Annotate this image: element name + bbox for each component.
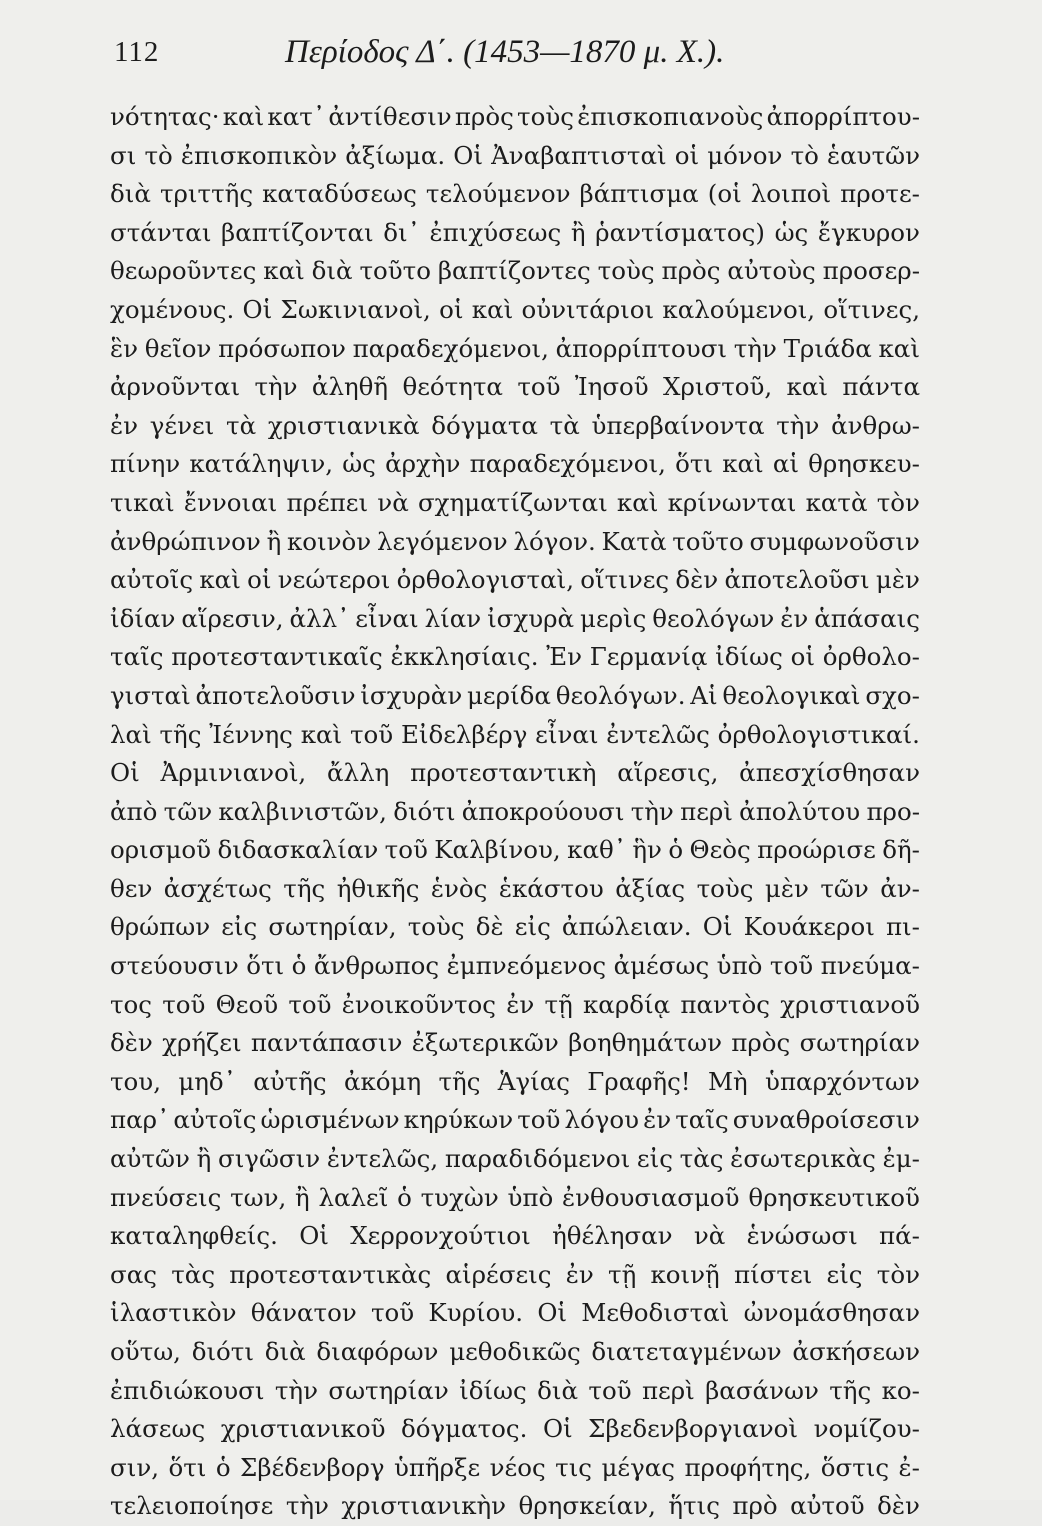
text-line: θεωροῦντες καὶ διὰ τοῦτο βαπτίζοντες τοὺς πρὸς αὐτοὺς προσερ- <box>110 256 920 286</box>
text-line: οὕτω, διότι διὰ διαφόρων μεθοδικῶς διατεταγμένων ἀσκήσεων <box>110 1337 920 1366</box>
text-line: στάνται βαπτίζονται δι᾽ ἐπιχύσεως ἢ ῥαντίσματος) ὡς ἔγκυρον <box>110 217 920 247</box>
text-line: Οἱ Ἀρμινιανοὶ, ἄλλη προτεσταντικὴ αἵρεσις, ἀπεσχίσθησαν <box>110 758 920 788</box>
text-line: ἓν θεῖον πρόσωπον παραδεχόμενοι, ἀπορρίπτουσι τὴν Τριάδα καὶ <box>110 333 920 363</box>
text-line: σιν, ὅτι ὁ Σβέδενβοργ ὑπῆρξε νέος τις μέγας προφήτης, ὅστις ἐ- <box>110 1452 920 1482</box>
text-line: θεν ἀσχέτως τῆς ἠθικῆς ἑνὸς ἑκάστου ἀξίας τοὺς μὲν τῶν ἀν- <box>110 873 920 903</box>
text-line: παρ᾽ αὐτοῖς ὡρισμένων κηρύκων τοῦ λόγου ἐν ταῖς συναθροίσεσιν <box>110 1105 920 1135</box>
page-number: 112 <box>114 36 160 68</box>
text-line: τος τοῦ Θεοῦ τοῦ ἐνοικοῦντος ἐν τῇ καρδίᾳ παντὸς χριστιανοῦ <box>110 989 920 1019</box>
body-text <box>110 98 920 1526</box>
text-line: θρώπων εἰς σωτηρίαν, τοὺς δὲ εἰς ἀπώλειαν. Οἱ Κουάκεροι πι- <box>110 912 920 942</box>
text-line: ταῖς προτεσταντικαῖς ἐκκλησίαις. Ἐν Γερμανίᾳ ἰδίως οἱ ὀρθολο- <box>110 642 920 672</box>
text-line: νότητας· καὶ κατ᾽ ἀντίθεσιν πρὸς τοὺς ἐπισκοπιανοὺς ἀπορρίπτου- <box>110 102 920 131</box>
text-line: ἐν γένει τὰ χριστιανικὰ δόγματα τὰ ὑπερβαίνοντα τὴν ἀνθρω- <box>110 410 920 440</box>
text-line: αὐτοῖς καὶ οἱ νεώτεροι ὀρθολογισταὶ, οἵτινες δὲν ἀποτελοῦσι μὲν <box>110 565 920 595</box>
text-line: του, μηδ᾽ αὐτῆς ἀκόμη τῆς Ἁγίας Γραφῆς! Μὴ ὑπαρχόντων <box>110 1066 920 1096</box>
text-line: ἱλαστικὸν θάνατον τοῦ Κυρίου. Οἱ Μεθοδισταὶ ὠνομάσθησαν <box>110 1298 920 1328</box>
text-line: σι τὸ ἐπισκοπικὸν ἀξίωμα. Οἱ Ἀναβαπτισταὶ οἱ μόνον τὸ ἑαυτῶν <box>110 140 920 170</box>
text-line: διὰ τριττῆς καταδύσεως τελούμενον βάπτισμα (οἱ λοιποὶ προτε- <box>110 179 920 209</box>
text-line: ἀπὸ τῶν καλβινιστῶν, διότι ἀποκρούουσι τὴν περὶ ἀπολύτου προ- <box>110 796 920 826</box>
text-line: ἀνθρώπινον ἢ κοινὸν λεγόμενον λόγον. Κατὰ τοῦτο συμφωνοῦσιν <box>110 526 920 556</box>
page-header <box>110 30 970 90</box>
text-line: καταληφθείς. Οἱ Χερρονχούτιοι ἠθέλησαν νὰ ἑνώσωσι πά- <box>110 1221 920 1251</box>
text-line: ορισμοῦ διδασκαλίαν τοῦ Καλβίνου, καθ᾽ ἣν ὁ Θεὸς προώρισε δῆ- <box>110 835 920 865</box>
text-line: τελειοποίησε τὴν χριστιανικὴν θρησκείαν, ἥτις πρὸ αὐτοῦ δὲν <box>110 1491 920 1521</box>
text-line: ἀρνοῦνται τὴν ἀληθῆ θεότητα τοῦ Ἰησοῦ Χριστοῦ, καὶ πάντα <box>110 372 920 402</box>
text-line: στεύουσιν ὅτι ὁ ἄνθρωπος ἐμπνεόμενος ἀμέσως ὑπὸ τοῦ πνεύμα- <box>110 951 920 981</box>
text-line: πνεύσεις των, ἢ λαλεῖ ὁ τυχὼν ὑπὸ ἐνθουσιασμοῦ θρησκευτικοῦ <box>110 1182 920 1212</box>
text-line: ἰδίαν αἵρεσιν, ἀλλ᾽ εἶναι λίαν ἰσχυρὰ μερὶς θεολόγων ἐν ἁπάσαις <box>110 603 920 633</box>
text-line: γισταὶ ἀποτελοῦσιν ἰσχυρὰν μερίδα θεολόγων. Αἱ θεολογικαὶ σχο- <box>110 680 920 710</box>
text-line: λαὶ τῆς Ἰέννης καὶ τοῦ Εἰδελβέργ εἶναι ἐντελῶς ὀρθολογιστικαί. <box>110 719 920 749</box>
text-line: χομένους. Οἱ Σωκινιανοὶ, οἱ καὶ οὐνιτάριοι καλούμενοι, οἵτινες, <box>110 294 920 324</box>
text-line: δὲν χρήζει παντάπασιν ἐξωτερικῶν βοηθημάτων πρὸς σωτηρίαν <box>110 1028 920 1058</box>
text-line: τικαὶ ἔννοιαι πρέπει νὰ σχηματίζωνται καὶ κρίνωνται κατὰ τὸν <box>110 487 920 517</box>
text-line: σας τὰς προτεσταντικὰς αἱρέσεις ἐν τῇ κοινῇ πίστει εἰς τὸν <box>110 1259 920 1289</box>
text-line: λάσεως χριστιανικοῦ δόγματος. Οἱ Σβεδενβοργιανοὶ νομίζου- <box>110 1414 920 1444</box>
text-line: ἐπιδιώκουσι τὴν σωτηρίαν ἰδίως διὰ τοῦ περὶ βασάνων τῆς κο- <box>110 1375 920 1405</box>
text-line: αὐτῶν ἢ σιγῶσιν ἐντελῶς, παραδιδόμενοι εἰς τὰς ἐσωτερικὰς ἐμ- <box>110 1144 920 1174</box>
running-head: Περίοδος Δ΄. (1453—1870 μ. Χ.). <box>285 34 725 70</box>
text-line: πίνην κατάληψιν, ὡς ἀρχὴν παραδεχόμενοι, ὅτι καὶ αἱ θρησκευ- <box>110 449 920 479</box>
